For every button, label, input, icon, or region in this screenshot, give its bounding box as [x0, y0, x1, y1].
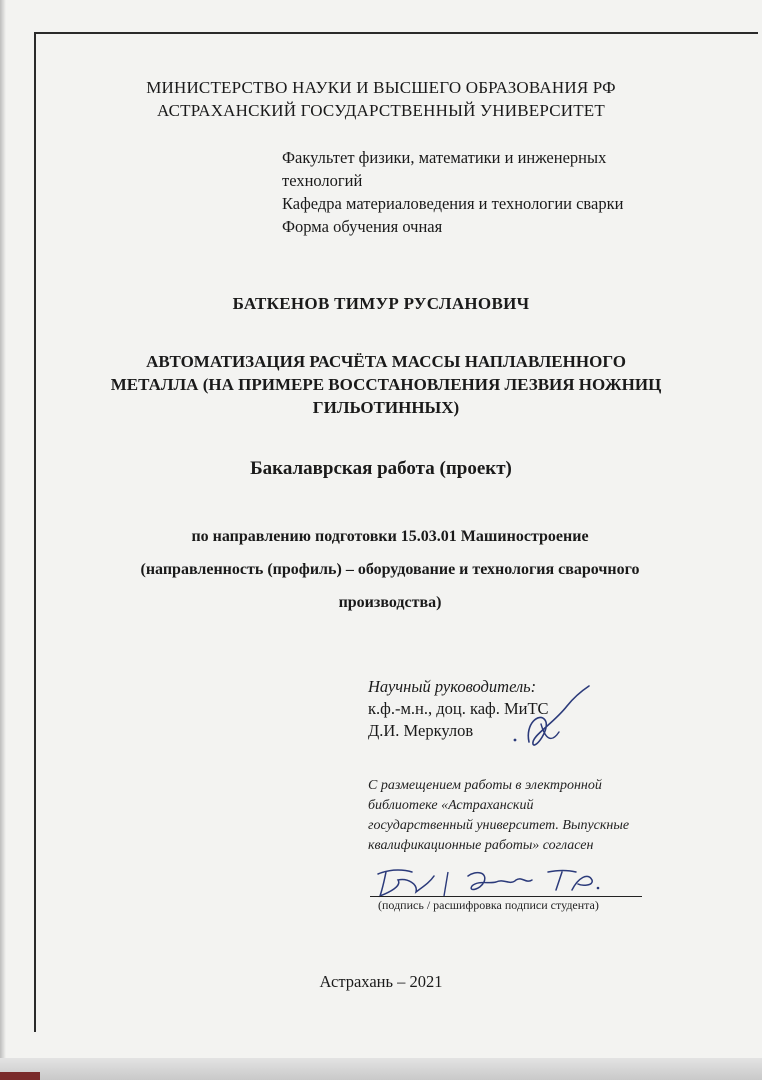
consent-line3: государственный университет. Выпускные — [368, 818, 630, 833]
signature-caption: (подпись / расшифровка подписи студента) — [378, 898, 599, 912]
advisor-role: Научный руководитель: — [368, 677, 537, 696]
thesis-title-line2: МЕТАЛЛА (НА ПРИМЕРЕ ВОССТАНОВЛЕНИЯ ЛЕЗВИЯ НОЖНИЦ — [110, 375, 662, 394]
thesis-title-line1: АВТОМАТИЗАЦИЯ РАСЧЁТА МАССЫ НАПЛАВЛЕННОГО — [146, 352, 626, 371]
study-direction — [90, 520, 690, 619]
faculty-name-line1: Факультет физики, математики и инженерных — [282, 148, 607, 167]
direction-line1: по направлению подготовки 15.03.01 Машиностроение — [191, 528, 589, 545]
advisor-title: к.ф.-м.н., доц. каф. МиТС — [368, 699, 549, 718]
university-name: АСТРАХАНСКИЙ ГОСУДАРСТВЕННЫЙ УНИВЕРСИТЕТ — [157, 101, 605, 120]
consent-line4: квалификационные работы» согласен — [368, 838, 594, 853]
header-block — [0, 76, 762, 122]
advisor-name: Д.И. Меркулов — [368, 721, 474, 740]
faculty-block — [282, 146, 682, 238]
faculty-name-line2: технологий — [282, 171, 363, 190]
department-name: Кафедра материаловедения и технологии сварки — [282, 194, 624, 213]
city-year: Астрахань – 2021 — [319, 972, 443, 991]
consent-line1: С размещением работы в электронной — [368, 778, 602, 793]
work-type: Бакалаврская работа (проект) — [250, 458, 512, 479]
study-form: Форма обучения очная — [282, 217, 443, 236]
thesis-title — [100, 350, 672, 419]
student-name: БАТКЕНОВ ТИМУР РУСЛАНОВИЧ — [232, 294, 530, 313]
consent-line2: библиотеке «Астраханский — [368, 798, 534, 813]
direction-line2: (направленность (профиль) – оборудование и технология сварочного — [140, 561, 640, 578]
thesis-title-line3: ГИЛЬОТИННЫХ) — [312, 398, 460, 417]
advisor-signature-icon — [505, 684, 595, 764]
scan-bottom-shadow — [0, 1058, 762, 1080]
direction-line3: производства) — [338, 594, 442, 611]
consent-block — [368, 776, 668, 856]
scan-edge-shadow — [0, 0, 6, 1080]
ministry-name: МИНИСТЕРСТВО НАУКИ И ВЫСШЕГО ОБРАЗОВАНИЯ РФ — [146, 78, 616, 97]
signature-line — [370, 896, 642, 897]
scan-bottom-strip — [0, 1072, 40, 1080]
